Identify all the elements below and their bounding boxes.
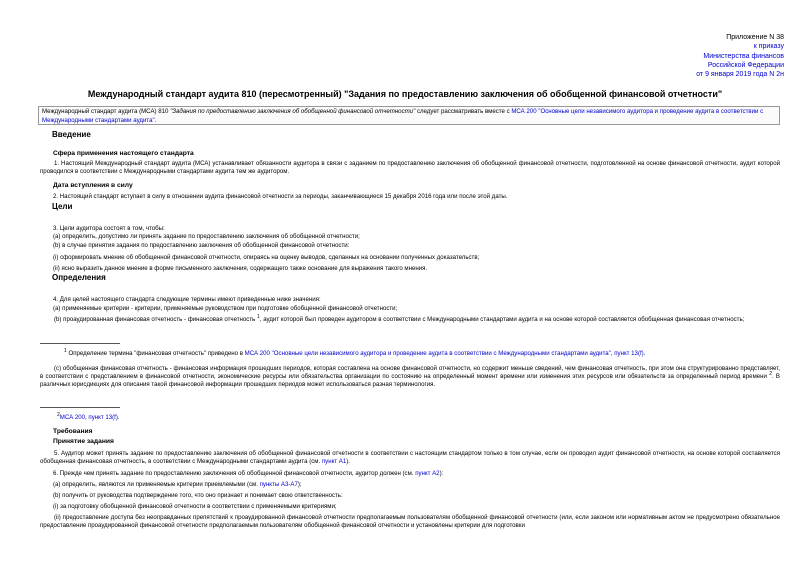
note-mid: следует рассматривать вместе с: [415, 108, 512, 115]
paragraph-5-link[interactable]: пункт А1: [321, 458, 347, 465]
definition-b-post: , аудит которой был проведен аудитором в соответствии с Международными стандартами аудита и на основе которой составляется обобщенная финансовая отчетность;: [259, 316, 745, 323]
paragraph-2: 2. Настоящий стандарт вступает в силу в отношении аудита финансовой отчетности за периоды, заканчивающиеся 15 декабря 2016 года или после этой даты.: [53, 193, 508, 200]
paragraph-6-pre: 6. Прежде чем принять задание по предоставлению заключения об обобщенной финансовой отчетности, аудитор должен (см.: [53, 470, 416, 477]
requirement-a-post: );: [297, 481, 302, 488]
paragraph-6: [53, 470, 443, 478]
requirement-b-i: (i) за подготовку обобщенной финансовой отчетности в соответствии с применяемыми критериями;: [53, 503, 337, 510]
footnote-1-link[interactable]: МСА 200 "Основные цели независимого аудитора и проведение аудита в соответствии с Международными стандартами аудита", пункт 13(f): [244, 350, 644, 357]
requirement-b: (b) получить от руководства подтверждение того, что оно признает и понимает свою ответственность:: [53, 492, 343, 499]
annex-federation-link[interactable]: Российской Федерации: [707, 61, 784, 69]
footnote-2: [57, 411, 120, 422]
definition-c-post: . В различных юрисдикциях для описания такой финансовой информации прошедших периодов может использоваться разная терминология.: [40, 373, 780, 388]
note-isa200-link[interactable]: МСА 200 "Основные цели независимого аудитора и проведение аудита в соответствии с Международными стандартами аудита": [42, 108, 764, 124]
paragraph-6-link[interactable]: пункт А2: [415, 470, 440, 477]
note-italic: "Задания по предоставлению заключения об обобщенной финансовой отчетности": [170, 108, 416, 115]
scope-subheading: Сфера применения настоящего стандарта: [53, 150, 194, 157]
paragraph-4: 4. Для целей настоящего стандарта следующие термины имеют приведенные ниже значения:: [53, 296, 321, 303]
paragraph-5: [40, 450, 780, 466]
usage-note-box: [38, 106, 780, 125]
definition-c-pre: (c) обобщенная финансовая отчетность - финансовая информация прошедших периодов, которая составлена на основе финансовой отчетности, но содержит меньше сведений, чем финансовая отчетность, при этом она структурированно представляет, в соответствии с представлением в финансовой отчетности, экономические ресурсы или обязательства организации по состоянию на определенный момент времени или изменения этих ресурсов или обязательств за определенный период времени: [40, 365, 780, 380]
footnote-ref-2[interactable]: 2: [769, 370, 772, 377]
intro-heading: Введение: [52, 130, 91, 139]
paragraph-5-post: ).: [346, 458, 350, 465]
definitions-heading: Определения: [52, 273, 106, 282]
footnote-2-post: .: [117, 414, 120, 421]
requirements-heading: Требования: [53, 428, 93, 435]
footnote-2-number: 2: [57, 411, 60, 418]
goal-b-ii: (ii) ясно выразить данное мнение в форме письменного заключения, содержащего также основание для выражения такого мнения.: [53, 265, 428, 272]
requirement-b-ii: (ii) предоставление доступа без неоправданных препятствий к проаудированной финансовой отчетности предполагаемым пользователям обобщенной финансовой отчетности (или, если законом или нормативным актом не предусмотрено обязательное предоставление проаудированной финансовой отчетности предполагаемым пользователям обобщенной финансовой отчетности и установлены критерии для подготовки: [40, 514, 780, 529]
definition-b-pre: (b) проаудированная финансовая отчетность - финансовая отчетность: [54, 316, 256, 323]
definition-a: (a) применяемые критерии - критерии, применяемые руководством при подготовке обобщенной финансовой отчетности;: [53, 305, 398, 312]
note-pre: Международный стандарт аудита (МСА) 810: [42, 108, 171, 115]
annex-number: Приложение N 38: [726, 34, 784, 41]
definition-b: [40, 313, 780, 324]
footnote-ref-1[interactable]: 1: [257, 313, 260, 320]
requirement-a: [53, 481, 302, 489]
requirement-a-link[interactable]: пункты А3-А7: [259, 481, 298, 488]
footnote-1: [64, 347, 646, 358]
goal-b-i: (i) сформировать мнение об обобщенной финансовой отчетности, опираясь на оценку выводов, сделанных на основании полученных доказательств;: [53, 254, 480, 261]
footnote-1-post: .: [643, 350, 646, 357]
acceptance-subheading: Принятие задания: [53, 438, 114, 445]
goals-heading: Цели: [52, 202, 73, 211]
footnote-1-pre: Определение термина "финансовая отчетность" приведено в: [66, 350, 245, 357]
footnote-1-number: 1: [64, 347, 67, 354]
paragraph-3: 3. Цели аудитора состоят в том, чтобы:: [53, 225, 165, 232]
requirement-a-pre: (a) определить, являются ли применяемые критерии приемлемыми (см.: [53, 481, 260, 488]
goal-b: (b) в случае принятия задания по предоставлению заключения об обобщенной финансовой отчетности:: [53, 242, 350, 249]
annex-date-link[interactable]: от 9 января 2019 года N 2н: [696, 71, 784, 79]
footnote-2-link[interactable]: МСА 200, пункт 13(f): [59, 414, 118, 421]
footnote-divider-1: [40, 343, 120, 344]
annex-header: [584, 33, 784, 79]
goal-a: (a) определить, допустимо ли принять задание по предоставлению заключения об обобщенной отчетности;: [53, 233, 360, 240]
effective-date-subheading: Дата вступления в силу: [53, 182, 133, 189]
footnote-divider-2: [40, 407, 120, 408]
document-title: Международный стандарт аудита 810 (пересмотренный) "Задания по предоставлению заключения об обобщенной финансовой отчетности": [87, 89, 723, 99]
paragraph-5-pre: 5. Аудитор может принять задание по предоставлению заключения об обобщенной финансовой отчетности в соответствии с настоящим стандартом только в том случае, если он проводил аудит финансовой отчетности, на основе которой составляется обобщенная финансовая отчетность, в соответствии с Международными стандартами аудита (см.: [40, 450, 780, 465]
note-post: .: [154, 116, 157, 124]
paragraph-6-post: ):: [439, 470, 444, 477]
definition-c: [40, 365, 780, 389]
annex-ministry-link[interactable]: Министерства финансов: [703, 52, 784, 60]
annex-order-link[interactable]: к приказу: [753, 43, 784, 51]
paragraph-1: 1. Настоящий Международный стандарт аудита (МСА) устанавливает обязанности аудитора в связи с заданием по предоставлению заключения об обобщенной финансовой отчетности, подготовленной на основе финансовой отчетности, аудит которой проводился в соответствии с Международными стандартами аудита тем же аудитором.: [40, 160, 780, 175]
